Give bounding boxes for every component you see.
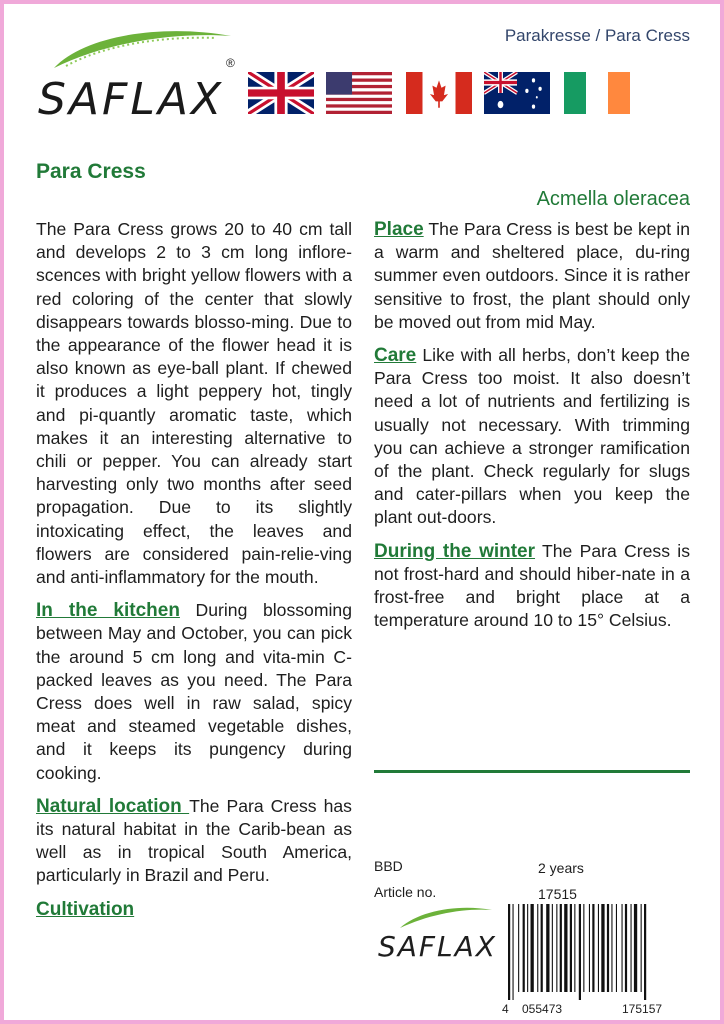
winter-text: The Para Cress is not frost-hard and should hiber-nate in a frost-free and bright place at a temperature around 10 to 15° Celsius.	[374, 540, 690, 631]
canada-flag-icon	[406, 72, 472, 114]
australia-flag-icon	[484, 72, 550, 114]
header-title: Parakresse / Para Cress	[504, 26, 690, 45]
right-column	[374, 218, 690, 642]
bbd-label: BBD	[374, 858, 403, 874]
kitchen-section	[36, 599, 352, 785]
leaf-swoosh-small-icon	[396, 904, 496, 932]
intro-paragraph: The Para Cress grows 20 to 40 cm tall and develops 2 to 3 cm long inflore-scences with bright yellow flowers with a red coloring of the center that slowly disappears towards blosso-ming. Due to the appearance of the flower head it is also known as eye-ball plant. If chewed it produces a light peppery hot, tingly and pi-quantly aromatic taste, which makes it an interesting alternative to chili or pepper. You can already start harvesting only two months after seed propagation. Due to its slightly intoxicating effect, the leaves and flowers are considered pain-relie-ving and anti-inflammatory for the mouth.	[36, 219, 352, 588]
care-text: Like with all herbs, don’t keep the Para Cress too moist. It also doesn’t need a lot of nutrients and fertilizing is usually not necessary. With trimming you can achieve a stronger ramification of the plant. Check regularly for slugs and cater-pillars when you keep the plant out-doors.	[374, 345, 690, 528]
us-flag-icon	[326, 72, 392, 114]
ireland-flag-icon	[564, 72, 630, 114]
winter-heading: During the winter	[374, 540, 536, 562]
bbd-value: 2 years	[538, 860, 584, 876]
cultivation-heading: Cultivation	[36, 898, 135, 920]
natural-location-section	[36, 795, 352, 888]
brand-name: SAFLAX	[38, 74, 225, 125]
kitchen-heading: In the kitchen	[36, 600, 180, 622]
article-label: Article no.	[374, 884, 437, 900]
footer-brand-name: SAFLAX	[378, 930, 497, 963]
brand-logo	[36, 26, 246, 125]
barcode-digit-prefix: 4	[502, 1002, 509, 1016]
place-heading: Place	[374, 219, 424, 240]
page-title: Para Cress	[36, 160, 146, 183]
uk-flag-icon	[248, 72, 314, 114]
barcode-digits-right: 175157	[622, 1002, 663, 1016]
section-divider	[374, 770, 690, 773]
barcode	[500, 904, 690, 1000]
barcode-digits-left: 055473	[522, 1002, 563, 1016]
footer-logo	[376, 904, 506, 974]
place-text: The Para Cress is best be kept in a warm and sheltered place, du-ring summer even outdoors. Since it is rather sensitive to frost, the plant should only be moved out from mid May.	[374, 219, 690, 332]
winter-section	[374, 540, 690, 633]
latin-name: Acmella oleracea	[536, 188, 690, 210]
kitchen-text: During blossoming between May and October, you can pick the around 5 cm long and vita-min C-packed leaves as you need. The Para Cress does well in raw salad, spicy meat and steamed vegetable dishes, and it keeps its pungency during cooking.	[36, 600, 352, 783]
cultivation-section	[36, 898, 352, 921]
care-heading: Care	[374, 345, 417, 367]
leaf-swoosh-icon	[46, 26, 236, 76]
place-section	[374, 218, 690, 334]
registered-mark: ®	[226, 56, 235, 70]
left-column	[36, 218, 352, 931]
care-section	[374, 344, 690, 530]
article-value: 17515	[538, 886, 577, 902]
natural-location-text: The Para Cress has its natural habitat in the Carib-bean as well as in tropical South America, particularly in Brazil and Peru.	[36, 795, 352, 886]
natural-location-heading: Natural location	[36, 795, 190, 817]
